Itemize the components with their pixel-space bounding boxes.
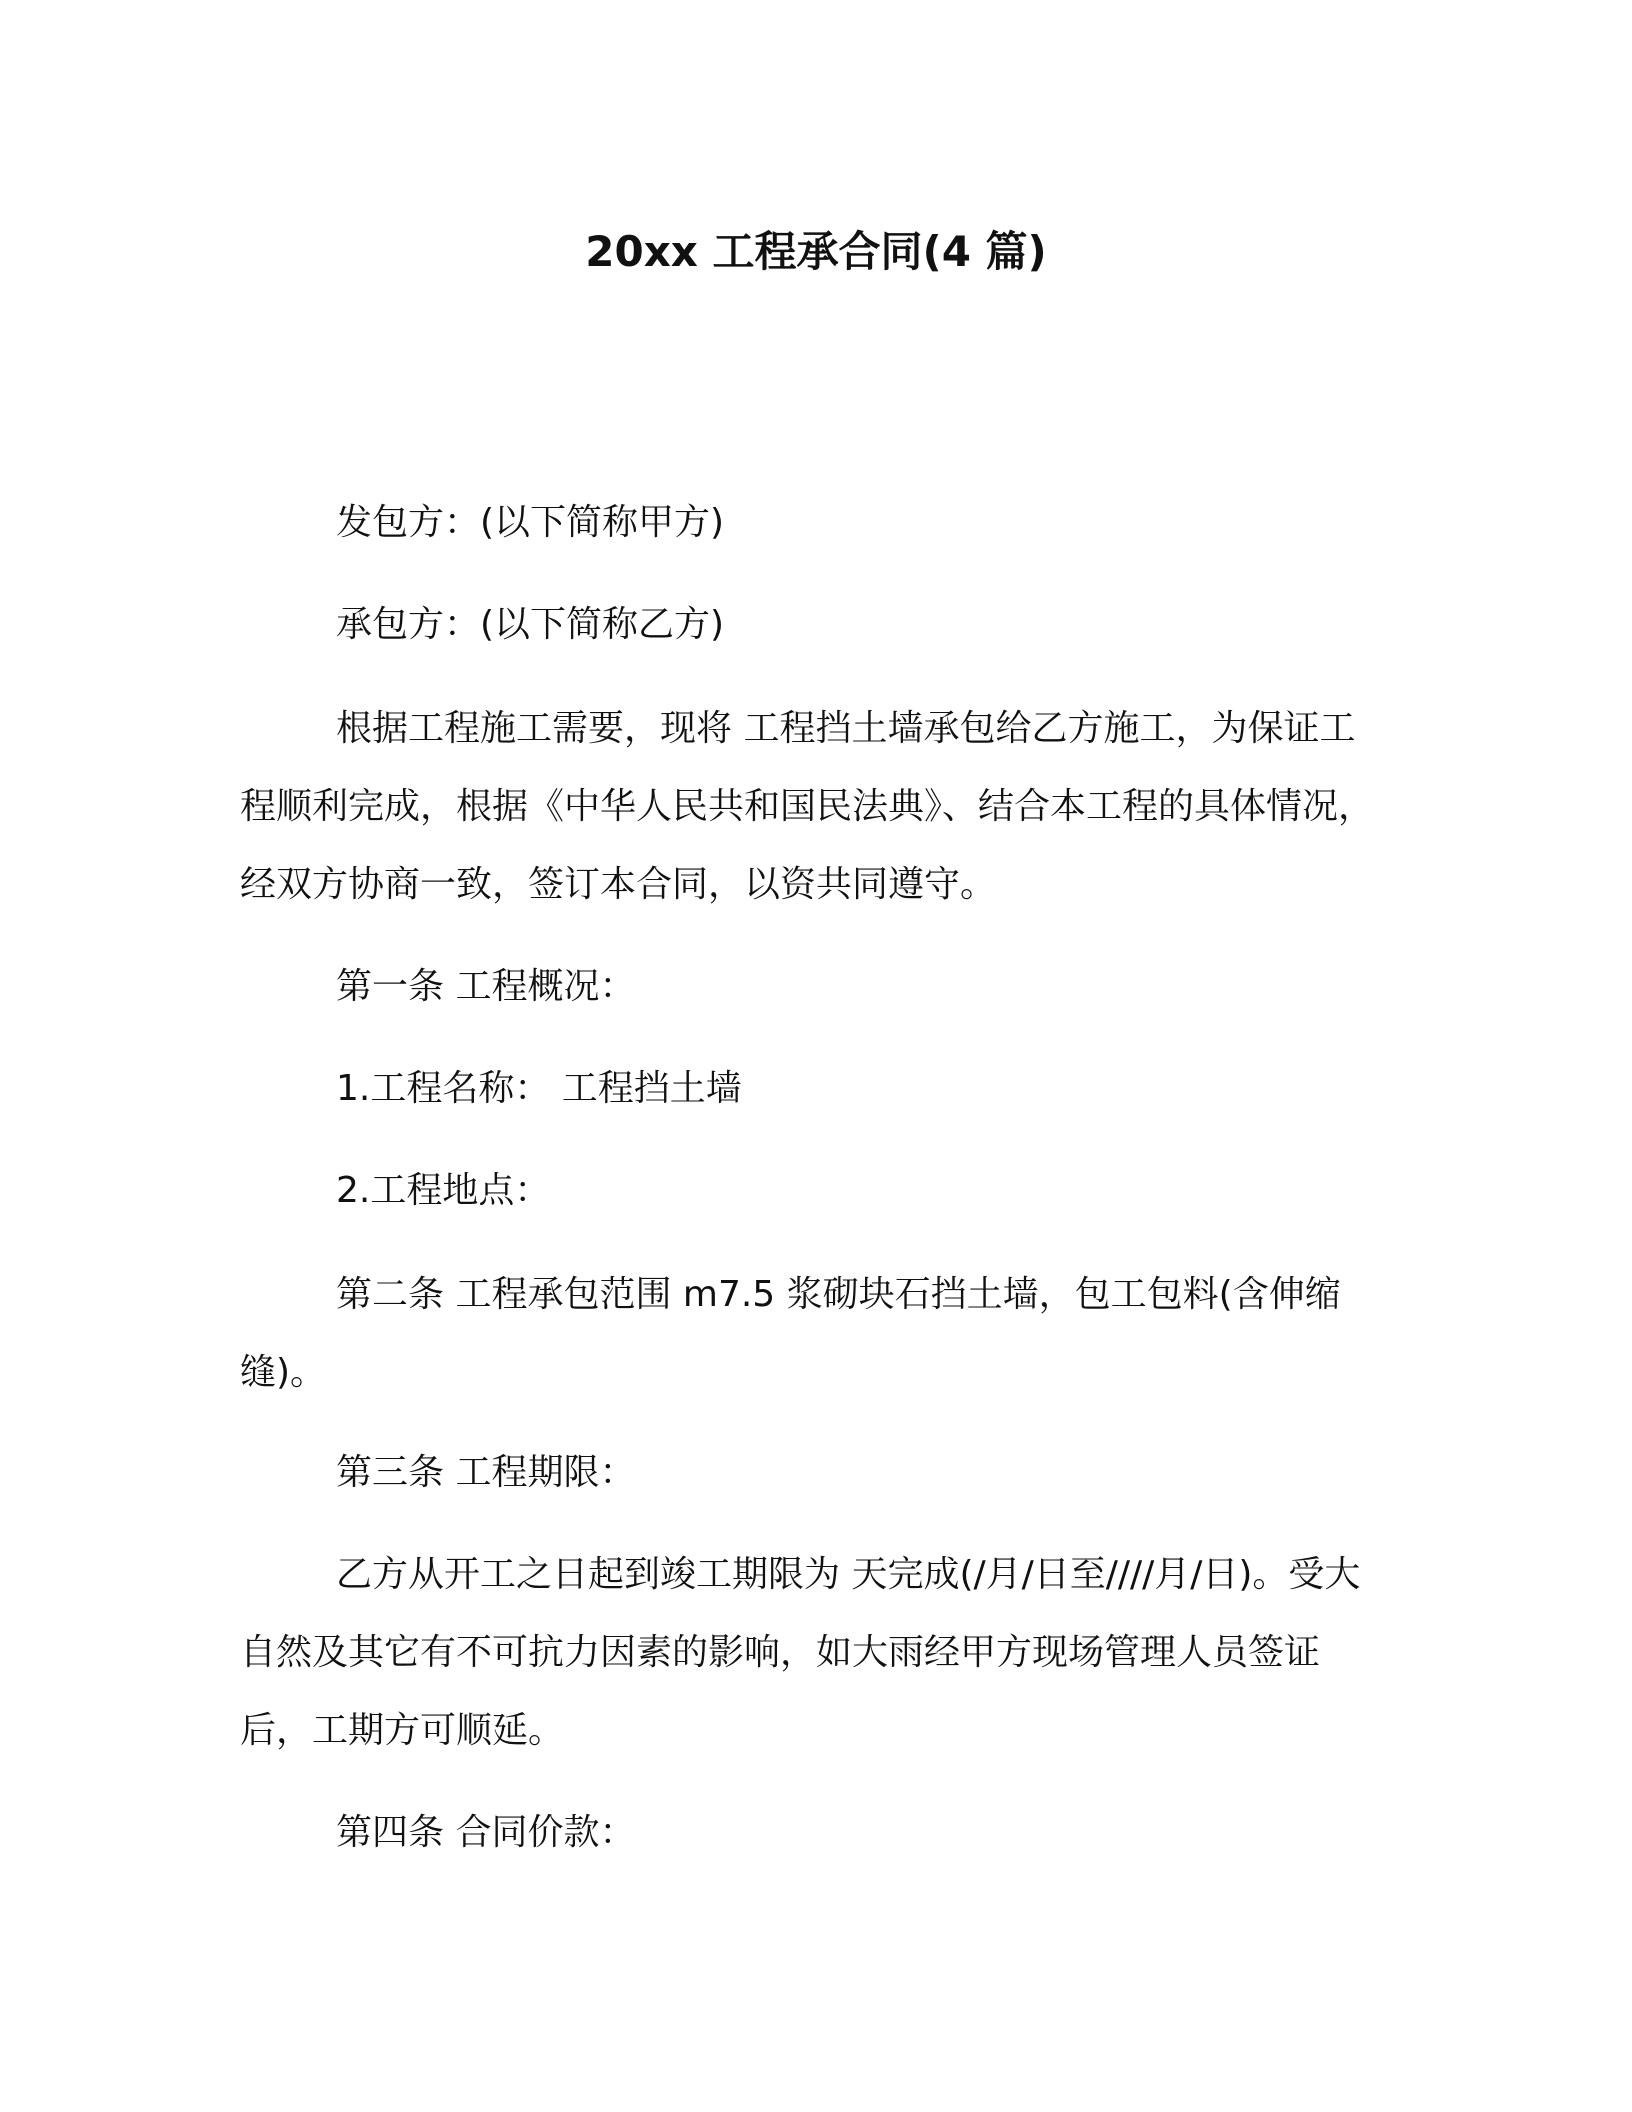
paragraph-article-1-heading: 第一条 工程概况： — [336, 966, 636, 1007]
paragraph-preamble: 根据工程施工需要，现将 工程挡土墙承包给乙方施工，为保证工程顺利完成，根据《中华人民共和国民法典》、结合本工程的具体情况，经双方协商一致，签订本合同，以资共同遵守。 — [240, 708, 1375, 905]
paragraph-article-3-heading: 第三条 工程期限： — [336, 1452, 636, 1493]
paragraph-duration: 乙方从开工之日起到竣工期限为 天完成(/月/日至////月/日)。受大自然及其它有不可抗力因素的影响，如大雨经甲方现场管理人员签证后，工期方可顺延。 — [240, 1554, 1361, 1751]
paragraph-project-name: 1.工程名称： 工程挡土墙 — [336, 1068, 742, 1109]
paragraph-article-2: 第二条 工程承包范围 m7.5 浆砌块石挡土墙，包工包料(含伸缩缝)。 — [240, 1274, 1341, 1393]
paragraph-article-4-heading: 第四条 合同价款： — [336, 1812, 636, 1853]
document-title: 20xx 工程承合同(4 篇) — [585, 227, 1047, 276]
paragraph-project-location: 2.工程地点： — [336, 1170, 551, 1211]
paragraph-contractor: 承包方：(以下简称乙方) — [336, 604, 725, 645]
paragraph-employer: 发包方：(以下简称甲方) — [336, 502, 725, 543]
